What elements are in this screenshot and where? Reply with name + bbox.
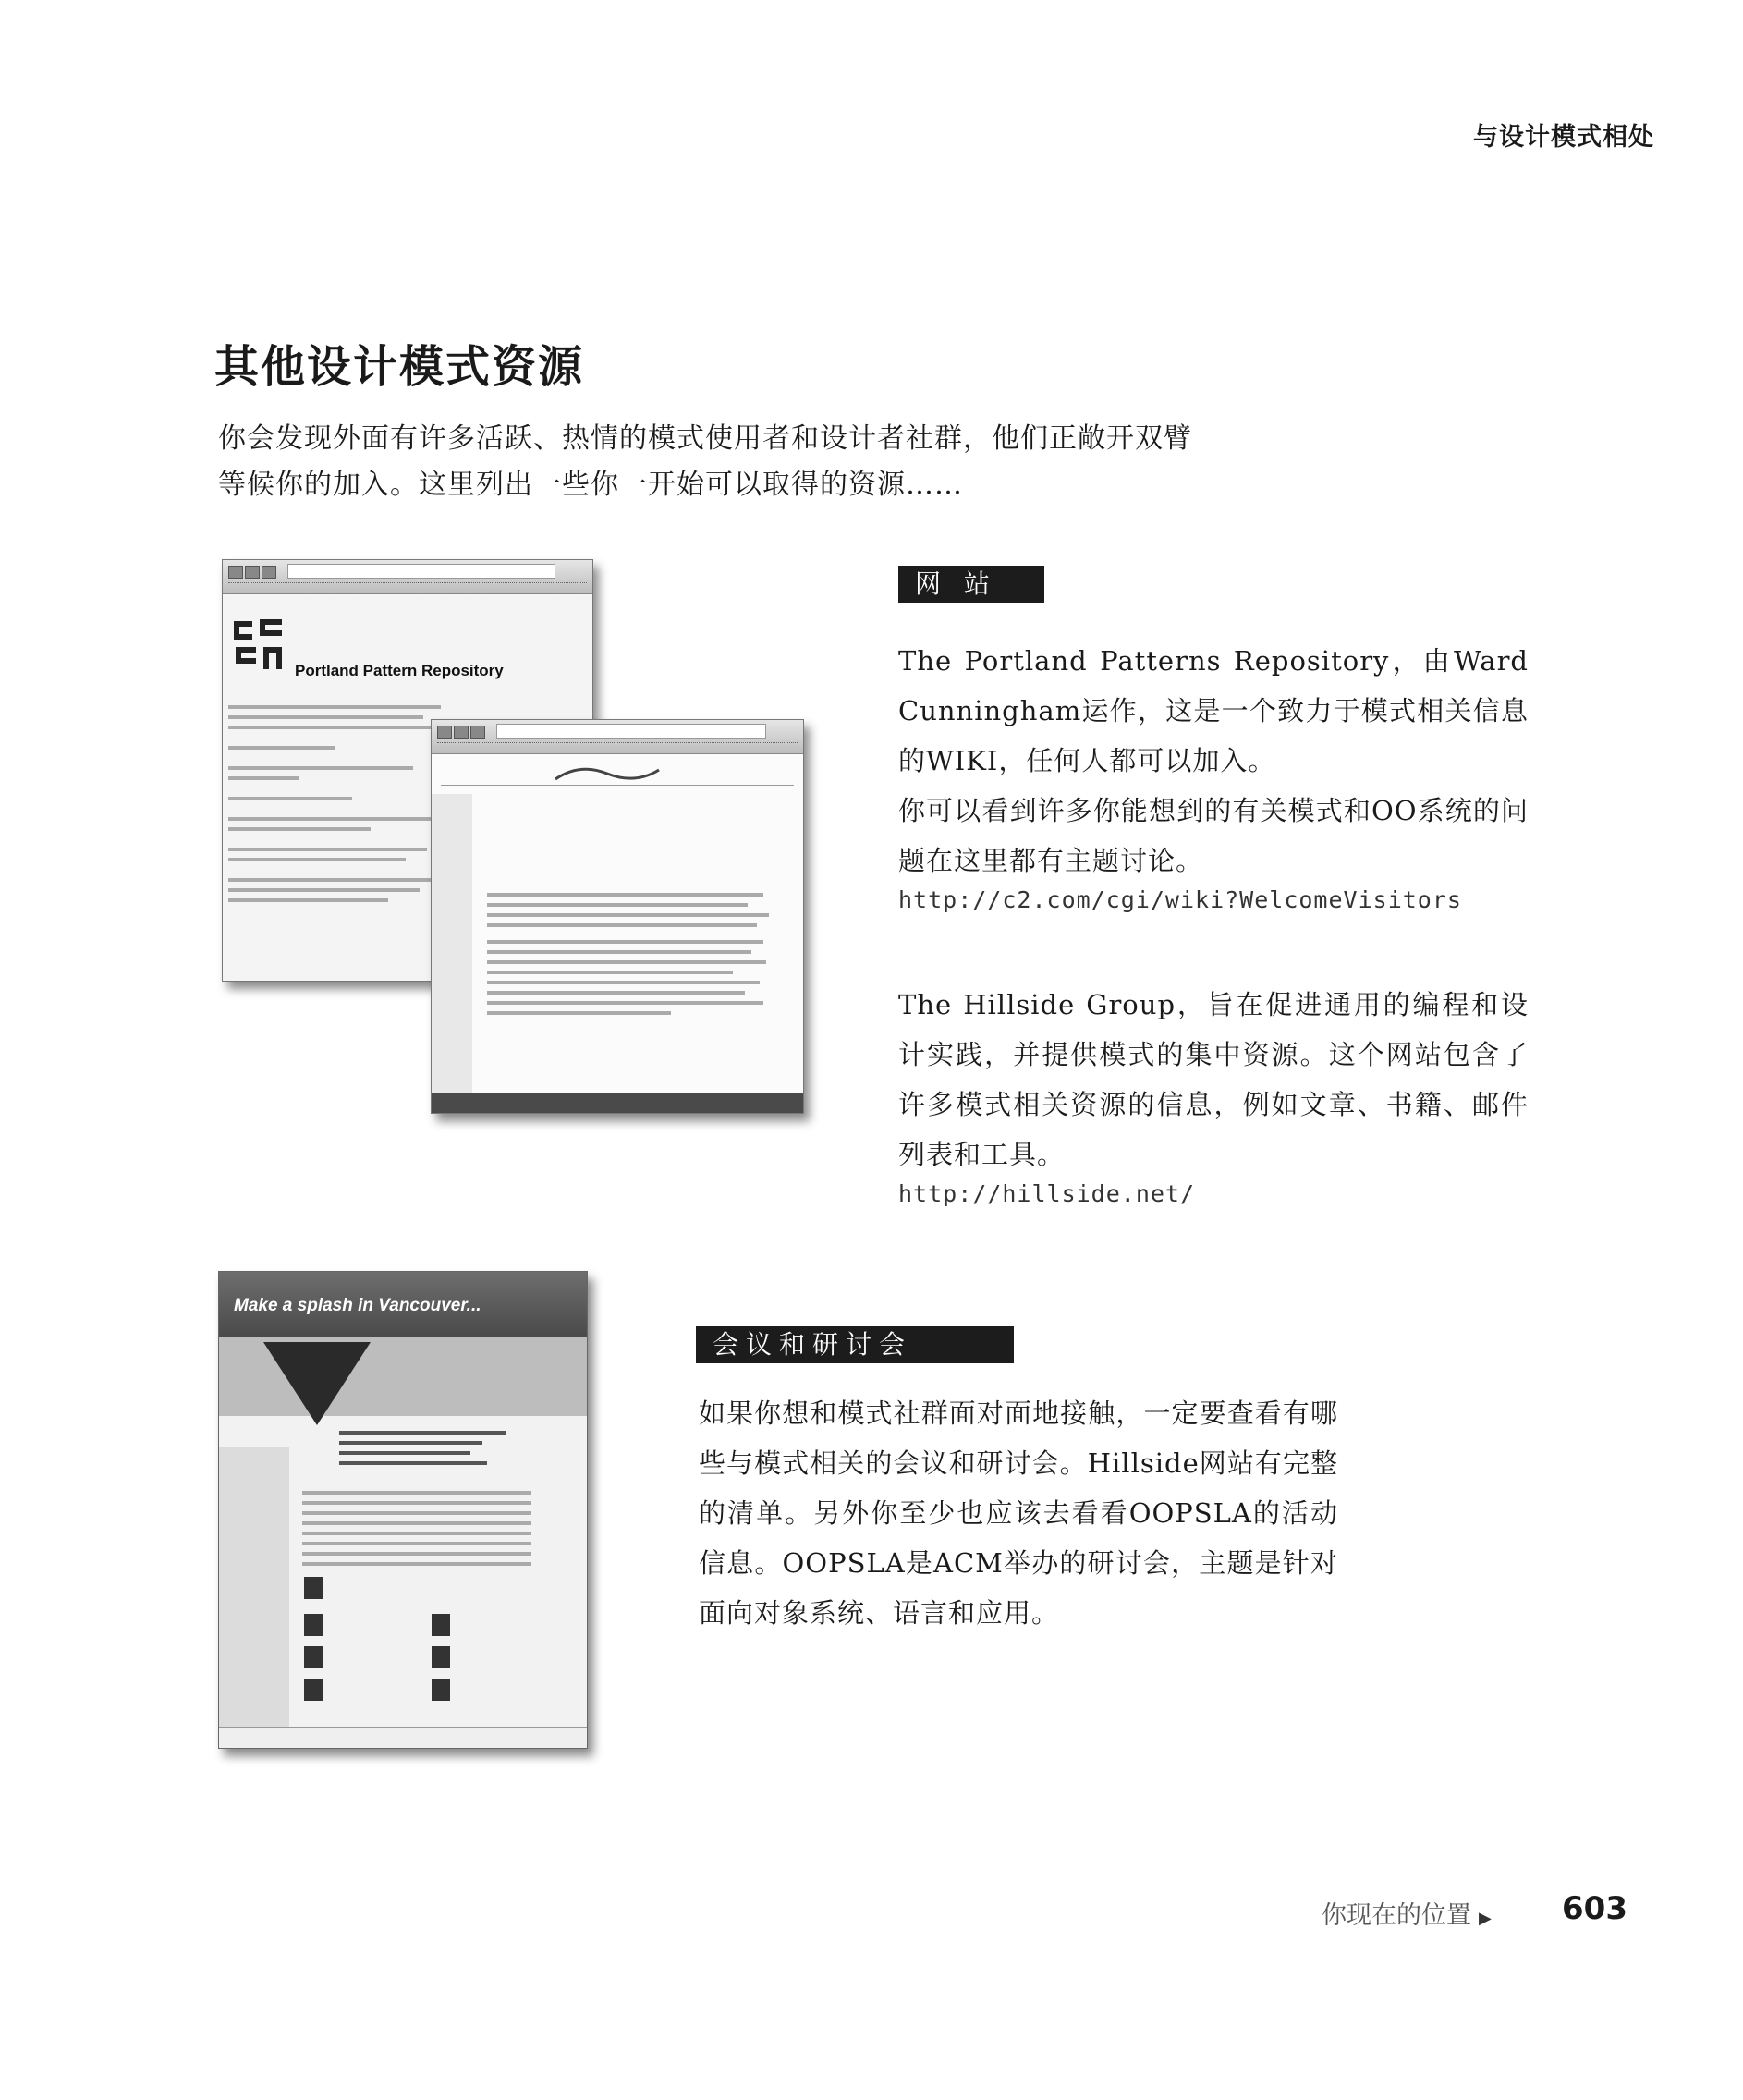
speaker-photo: [304, 1679, 323, 1701]
hillside-sidebar: [432, 794, 472, 1093]
oopsla-logo-icon: [263, 1342, 371, 1425]
speaker-photo: [304, 1577, 323, 1599]
screenshot-text-block: [487, 886, 794, 1021]
intro-paragraph: 你会发现外面有许多活跃、热情的模式使用者和设计者社群，他们正敞开双臂等候你的加入。这里列出一些你一开始可以取得的资源……: [218, 422, 1192, 501]
poster-text-block: [302, 1484, 531, 1572]
browser-chrome: [223, 560, 592, 594]
hillside-banner: [441, 761, 794, 786]
hillside-description: The Hillside Group，旨在促进通用的编程和设计实践，并提供模式的集中资源。这个网站包含了许多模式相关资源的信息，例如文章、书籍、邮件列表和工具。: [898, 989, 1529, 1170]
running-header: 与设计模式相处: [1473, 123, 1654, 152]
speaker-photo: [304, 1614, 323, 1636]
section-title: 其他设计模式资源: [214, 341, 585, 393]
portland-description: The Portland Patterns Repository，由Ward Cunningham运作，这是一个致力于模式相关信息的WIKI，任何人都可以加入。 你可以看到许多你能想到的有关模式和OO系统的问题在这里都有主题讨论。: [898, 645, 1529, 876]
poster-text-block: [339, 1424, 578, 1471]
websites-tag: 网 站: [898, 566, 1044, 603]
portland-url[interactable]: http://c2.com/cgi/wiki?WelcomeVisitors: [898, 886, 1462, 913]
poster-sidebar: [219, 1447, 289, 1728]
speaker-photo: [432, 1614, 450, 1636]
poster-banner: [219, 1337, 587, 1416]
poster-footer: [219, 1727, 587, 1748]
poster-headline: Make a splash in Vancouver...: [219, 1272, 587, 1337]
speaker-photo: [432, 1679, 450, 1701]
conferences-description: 如果你想和模式社群面对面地接触，一定要查看有哪些与模式相关的会议和研讨会。Hillside网站有完整的清单。另外你至少也应该去看看OOPSLA的活动信息。OOPSLA是ACM举办的研讨会，主题是针对面向对象系统、语言和应用。: [699, 1398, 1338, 1629]
hillside-footer-bar: [432, 1093, 803, 1113]
browser-chrome: [432, 720, 803, 754]
hillside-logo-icon: [552, 763, 663, 783]
conferences-tag: 会议和研讨会: [696, 1326, 1014, 1363]
speaker-photo: [304, 1646, 323, 1668]
portland-screenshot-title: Portland Pattern Repository: [295, 662, 504, 679]
footer-label: 你现在的位置 ▶: [1322, 1901, 1492, 1930]
portland-logo-icon: [228, 614, 289, 675]
oopsla-poster: [218, 1271, 588, 1749]
right-triangle-icon: ▶: [1479, 1909, 1492, 1928]
hillside-screenshot: [431, 719, 804, 1114]
page-number: 603: [1562, 1890, 1627, 1927]
hillside-url[interactable]: http://hillside.net/: [898, 1180, 1196, 1207]
speaker-photo: [432, 1646, 450, 1668]
